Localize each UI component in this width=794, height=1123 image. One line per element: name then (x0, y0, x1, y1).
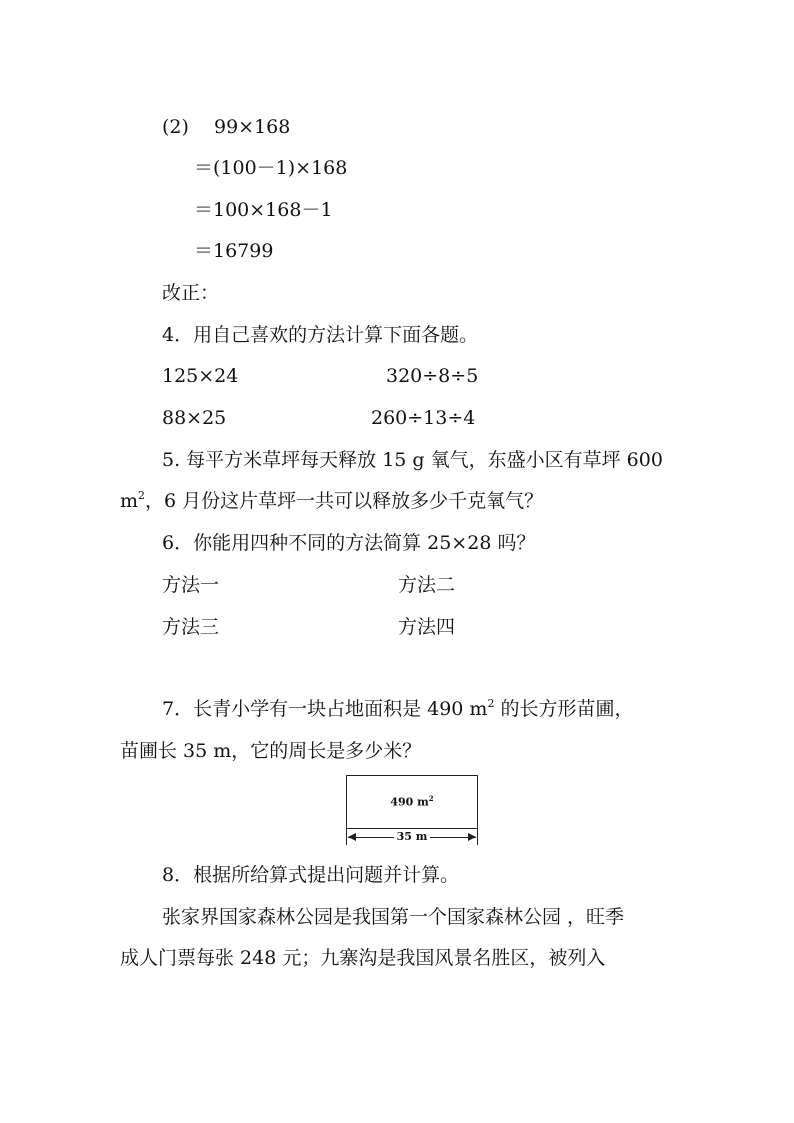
question-5-line-1: 5. 每平方米草坪每天释放 15 g 氧气，东盛小区有草坪 600 (162, 449, 663, 471)
question-7-line-1-b: 的长方形苗圃， (494, 698, 634, 720)
question-8-paragraph-2: 成人门票每张 248 元；九寨沟是我国风景名胜区，被列入 (120, 947, 606, 969)
question-4-item-2: 320÷8÷5 (386, 365, 479, 387)
question-5-line-2-rest: ，6 月份这片草坪一共可以释放多少千克氧气？ (145, 490, 544, 512)
problem-2-label: (2) (162, 116, 189, 138)
problem-2-step-3: ＝16799 (194, 240, 274, 262)
question-8-title: 8．根据所给算式提出问题并计算。 (162, 864, 460, 886)
arrow-right-icon (468, 833, 476, 841)
question-7-line-1-sup: 2 (487, 697, 495, 710)
question-7-line-1-a: 7．长青小学有一块占地面积是 490 m (162, 698, 488, 720)
dimension-tick-left (346, 828, 347, 845)
problem-2-step-2: ＝100×168－1 (194, 199, 333, 221)
question-5-unit-sup: 2 (138, 489, 146, 502)
correction-label: 改正： (162, 282, 220, 304)
garden-length-label: 35 m (394, 829, 430, 845)
question-4-item-4: 260÷13÷4 (371, 407, 476, 429)
problem-2-expression: 99×168 (214, 116, 291, 138)
question-7-line-2: 苗圃长 35 m，它的周长是多少米？ (120, 740, 422, 762)
arrow-left-icon (348, 833, 356, 841)
method-2-label: 方法二 (398, 574, 456, 596)
garden-rectangle-figure (346, 775, 478, 845)
question-6-title: 6．你能用四种不同的方法简算 25×28 吗？ (162, 532, 536, 554)
garden-area-label: 490 $m^2$ (390, 794, 434, 809)
dimension-tick-right (477, 828, 478, 845)
question-4-title: 4．用自己喜欢的方法计算下面各题。 (162, 324, 479, 346)
method-1-label: 方法一 (162, 574, 220, 596)
question-7-line-1 (162, 697, 634, 724)
question-4-item-3: 88×25 (162, 407, 227, 429)
question-5-unit: m (120, 490, 139, 512)
method-4-label: 方法四 (398, 616, 456, 638)
method-3-label: 方法三 (162, 616, 220, 638)
question-5-line-2 (120, 489, 543, 516)
problem-2-step-1: ＝(100－1)×168 (194, 157, 348, 179)
question-4-item-1: 125×24 (162, 365, 239, 387)
question-8-paragraph-1: 张家界国家森林公园是我国第一个国家森林公园 ，旺季 (162, 906, 625, 928)
